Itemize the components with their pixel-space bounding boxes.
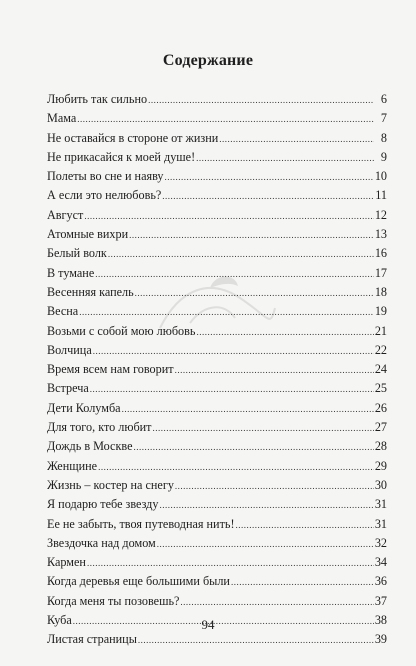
toc-entry-title: Любить так сильно bbox=[47, 92, 148, 106]
dot-leader bbox=[162, 186, 374, 206]
toc-heading: Содержание bbox=[162, 52, 254, 69]
toc-entry-title: Не прикасайся к моей душе! bbox=[47, 149, 196, 164]
toc-entry-page: 10 bbox=[374, 169, 387, 184]
toc-entry-page: 30 bbox=[374, 477, 387, 492]
dot-leader bbox=[79, 302, 374, 322]
toc-entry-page: 31 bbox=[374, 497, 387, 512]
toc-entry-title: Дождь в Москве bbox=[47, 439, 133, 454]
toc-entry-page: 26 bbox=[374, 400, 387, 415]
toc-entry bbox=[47, 109, 387, 128]
dot-leader bbox=[196, 148, 374, 168]
toc-entry-page: 39 bbox=[374, 632, 387, 647]
dot-leader bbox=[122, 399, 374, 419]
toc-entry-page: 6 bbox=[380, 92, 387, 106]
toc-entry-page: 11 bbox=[375, 188, 387, 203]
dot-leader bbox=[98, 457, 374, 477]
toc-entry-title: Куба bbox=[47, 613, 72, 628]
toc-entry-title: Встреча bbox=[47, 381, 89, 396]
toc-entry-title: А если это нелюбовь? bbox=[47, 188, 162, 203]
toc-entry-title: Волчица bbox=[47, 342, 92, 357]
toc-entry-page: 18 bbox=[374, 284, 387, 299]
dot-leader bbox=[134, 437, 374, 457]
toc-entry bbox=[47, 515, 387, 534]
dot-leader bbox=[231, 572, 374, 592]
toc-entry bbox=[47, 148, 387, 167]
toc-entry bbox=[47, 495, 387, 514]
dot-leader bbox=[77, 109, 374, 129]
toc-entry-page: 25 bbox=[374, 381, 387, 396]
toc-entry bbox=[47, 225, 387, 244]
dot-leader bbox=[153, 418, 374, 438]
toc-entry bbox=[47, 630, 387, 649]
dot-leader bbox=[148, 90, 374, 110]
toc-entry-page: 17 bbox=[374, 265, 387, 280]
toc-entry-page: 31 bbox=[374, 516, 387, 531]
toc-entry-title: Женщине bbox=[47, 458, 98, 473]
table-of-contents bbox=[47, 90, 387, 650]
toc-entry-page: 7 bbox=[380, 111, 387, 126]
toc-entry-page: 27 bbox=[374, 420, 387, 435]
toc-entry-title: Время всем нам говорит bbox=[47, 362, 174, 377]
toc-entry-title: Я подарю тебе звезду bbox=[47, 497, 159, 512]
toc-entry-page: 19 bbox=[374, 304, 387, 319]
dot-leader bbox=[157, 534, 374, 554]
toc-entry bbox=[47, 553, 387, 572]
toc-entry-title: Дети Колумба bbox=[47, 400, 121, 415]
toc-entry bbox=[47, 437, 387, 456]
dot-leader bbox=[135, 283, 374, 303]
toc-entry-title: Когда меня ты позовешь? bbox=[47, 593, 180, 608]
dot-leader bbox=[180, 592, 373, 612]
toc-entry bbox=[47, 572, 387, 591]
dot-leader bbox=[84, 206, 373, 226]
toc-entry-title: В тумане bbox=[47, 265, 95, 280]
dot-leader bbox=[129, 225, 374, 245]
toc-entry-page: 37 bbox=[374, 593, 387, 608]
toc-entry-page: 9 bbox=[380, 149, 387, 164]
toc-entry-title: Белый волк bbox=[47, 246, 107, 261]
dot-leader bbox=[87, 553, 374, 573]
toc-entry-title: Звездочка над домом bbox=[47, 535, 156, 550]
toc-entry bbox=[47, 418, 387, 437]
dot-leader bbox=[165, 167, 374, 187]
toc-entry-page: 34 bbox=[374, 555, 387, 570]
dot-leader bbox=[90, 379, 374, 399]
dot-leader bbox=[196, 322, 373, 342]
toc-entry-title: Для того, кто любит bbox=[47, 420, 152, 435]
page-number: 94 bbox=[201, 617, 215, 632]
toc-entry-title: Ее не забыть, твоя путеводная нить! bbox=[47, 516, 235, 531]
toc-entry bbox=[47, 244, 387, 263]
toc-entry-page: 13 bbox=[374, 227, 387, 242]
toc-entry-title: Полеты во сне и наяву bbox=[47, 169, 164, 184]
toc-entry-page: 24 bbox=[374, 362, 387, 377]
dot-leader bbox=[219, 129, 374, 149]
toc-entry-title: Не оставайся в стороне от жизни bbox=[47, 130, 219, 145]
dot-leader bbox=[175, 476, 374, 496]
toc-entry bbox=[47, 399, 387, 418]
toc-entry bbox=[47, 534, 387, 553]
toc-entry-page: 38 bbox=[374, 613, 387, 628]
toc-entry-page: 22 bbox=[374, 342, 387, 357]
toc-entry-title: Весна bbox=[47, 304, 79, 319]
toc-entry bbox=[47, 206, 387, 225]
toc-entry bbox=[47, 379, 387, 398]
toc-entry-title: Возьми с собой мою любовь bbox=[47, 323, 196, 338]
toc-entry-page: 32 bbox=[374, 535, 387, 550]
dot-leader bbox=[93, 341, 374, 361]
dot-leader bbox=[138, 630, 374, 650]
toc-entry bbox=[47, 167, 387, 186]
toc-entry bbox=[47, 322, 387, 341]
toc-entry-title: Весенняя капель bbox=[47, 284, 134, 299]
toc-entry bbox=[47, 592, 387, 611]
dot-leader bbox=[236, 515, 374, 535]
toc-entry bbox=[47, 186, 387, 205]
toc-entry-title: Кармен bbox=[47, 555, 86, 570]
toc-entry bbox=[47, 476, 387, 495]
toc-entry-page: 29 bbox=[374, 458, 387, 473]
toc-entry bbox=[47, 360, 387, 379]
toc-entry bbox=[47, 302, 387, 321]
dot-leader bbox=[108, 244, 374, 264]
toc-entry-page: 21 bbox=[374, 323, 387, 338]
toc-entry-page: 36 bbox=[374, 574, 387, 589]
toc-entry-title: Август bbox=[47, 207, 84, 222]
toc-entry-page: 12 bbox=[374, 207, 387, 222]
toc-entry-title: Когда деревья еще большими были bbox=[47, 574, 230, 589]
dot-leader bbox=[159, 495, 373, 515]
toc-entry bbox=[47, 90, 387, 109]
dot-leader bbox=[175, 360, 374, 380]
toc-entry-page: 16 bbox=[374, 246, 387, 261]
toc-entry bbox=[47, 129, 387, 148]
toc-entry bbox=[47, 457, 387, 476]
toc-entry-page: 28 bbox=[374, 439, 387, 454]
dot-leader bbox=[95, 264, 374, 284]
toc-entry-title: Атомные вихри bbox=[47, 227, 129, 242]
toc-entry bbox=[47, 341, 387, 360]
toc-entry bbox=[47, 283, 387, 302]
toc-entry-page: 8 bbox=[380, 130, 387, 145]
toc-entry-title: Мама bbox=[47, 111, 77, 126]
toc-entry-title: Жизнь – костер на снегу bbox=[47, 477, 174, 492]
toc-entry-title: Листая страницы bbox=[47, 632, 137, 647]
toc-entry bbox=[47, 264, 387, 283]
